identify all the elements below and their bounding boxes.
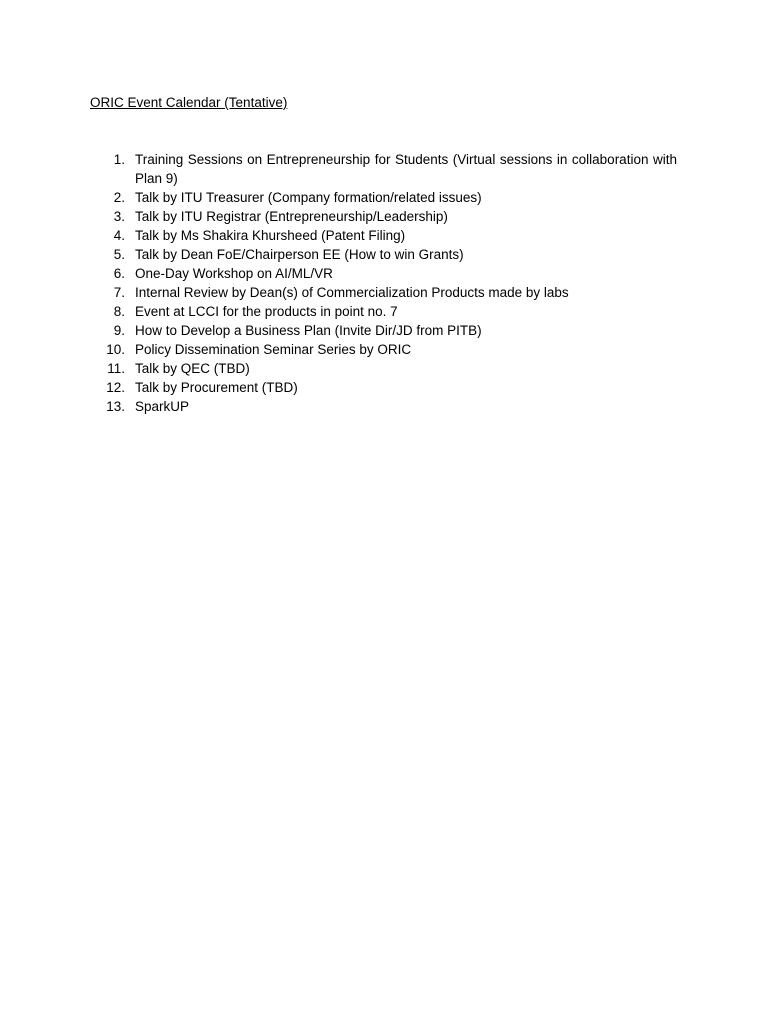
document-title: ORIC Event Calendar (Tentative) — [90, 95, 288, 110]
list-item-text: Talk by ITU Treasurer (Company formation/related issues) — [135, 190, 482, 205]
list-item-number: 9. — [113, 323, 125, 338]
list-item-text: Policy Dissemination Seminar Series by ORIC — [135, 342, 412, 357]
list-item-number: 8. — [113, 304, 125, 319]
list-item-text: Talk by Procurement (TBD) — [135, 380, 298, 395]
list-item-number: 3. — [113, 209, 125, 224]
list-item — [0, 340, 768, 359]
list-item — [0, 207, 768, 226]
list-item-number: 13. — [106, 399, 125, 414]
list-item — [0, 378, 768, 397]
list-item — [0, 188, 768, 207]
list-item — [0, 359, 768, 378]
list-item-number: 12. — [106, 380, 125, 395]
list-item-text: Internal Review by Dean(s) of Commercialization Products made by labs — [135, 285, 569, 300]
list-item-number: 6. — [113, 266, 125, 281]
list-item-number: 10. — [106, 342, 125, 357]
list-item-number: 1. — [113, 152, 125, 167]
list-item — [0, 321, 768, 340]
list-item — [0, 150, 768, 188]
list-item — [0, 226, 768, 245]
list-item-number: 2. — [113, 190, 125, 205]
list-item — [0, 245, 768, 264]
list-item-text: One-Day Workshop on AI/ML/VR — [135, 266, 333, 281]
list-item-number: 11. — [107, 361, 125, 376]
list-item-number: 4. — [113, 228, 125, 243]
list-item-text: How to Develop a Business Plan (Invite Dir/JD from PITB) — [135, 323, 482, 338]
list-item-text: Training Sessions on Entrepreneurship for Students (Virtual sessions in collaboration with Plan 9) — [135, 152, 677, 186]
list-item-text: Talk by QEC (TBD) — [135, 361, 250, 376]
event-list — [0, 150, 768, 416]
list-item — [0, 264, 768, 283]
list-item — [0, 397, 768, 416]
list-item — [0, 302, 768, 321]
list-item-text: Talk by Ms Shakira Khursheed (Patent Filing) — [135, 228, 406, 243]
list-item-text: Talk by Dean FoE/Chairperson EE (How to win Grants) — [135, 247, 464, 262]
list-item-text: Event at LCCI for the products in point no. 7 — [135, 304, 398, 319]
list-item-text: SparkUP — [135, 399, 190, 414]
list-item — [0, 283, 768, 302]
list-item-number: 7. — [113, 285, 125, 300]
list-item-text: Talk by ITU Registrar (Entrepreneurship/Leadership) — [135, 209, 448, 224]
list-item-number: 5. — [113, 247, 125, 262]
